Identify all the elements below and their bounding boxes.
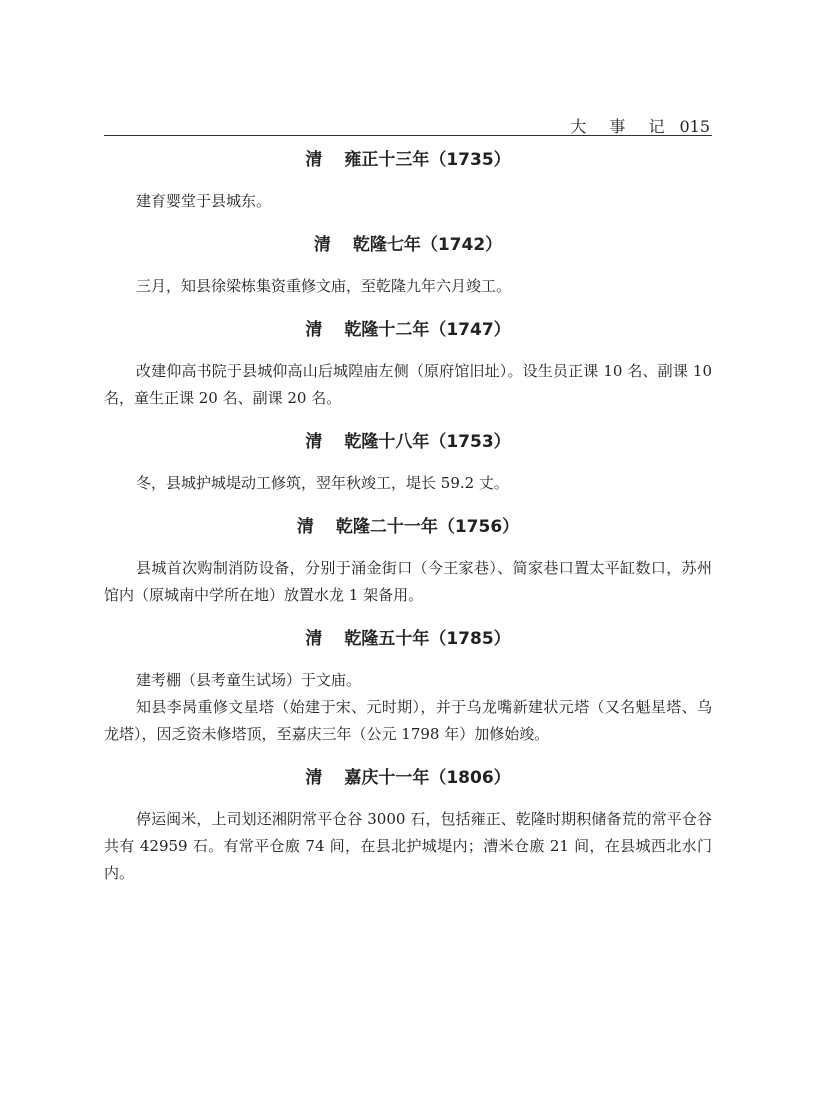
dynasty-label: 清: [305, 768, 323, 788]
reign-label: 雍正十三年（1735）: [344, 150, 511, 170]
entry-paragraph: 冬，县城护城堤动工修筑，翌年秋竣工，堤长 59.2 丈。: [136, 474, 509, 492]
reign-label: 乾隆十二年（1747）: [344, 320, 511, 340]
reign-label: 乾隆七年（1742）: [352, 235, 503, 255]
entry-heading: [104, 316, 712, 344]
reign-label: 嘉庆十一年（1806）: [344, 768, 511, 788]
entry-paragraph: 停运闽米，上司划还湘阴常平仓谷 3000 石，包括雍正、乾隆时期积储备荒的常平仓谷共有 42959 石。有常平仓廒 74 间，在县北护城堤内；漕米仓廒 21 间，在县城西北水门内。: [104, 810, 712, 882]
entry-paragraph: 县城首次购制消防设备，分别于涌金街口（今王家巷）、简家巷口置太平缸数口，苏州馆内（原城南中学所在地）放置水龙 1 架备用。: [104, 559, 712, 604]
entry-paragraph: 建育婴堂于县城东。: [136, 192, 272, 210]
section-title: 大 事 记: [570, 117, 674, 136]
header-rule: [104, 135, 712, 136]
page-number: 015: [679, 117, 710, 136]
dynasty-label: 清: [305, 432, 323, 452]
dynasty-label: 清: [305, 150, 323, 170]
entry-heading: [104, 513, 712, 541]
entry-heading: [104, 764, 712, 792]
entry-heading: [104, 625, 712, 653]
entry-paragraph: 三月，知县徐梁栋集资重修文庙，至乾隆九年六月竣工。: [136, 277, 512, 295]
reign-label: 乾隆十八年（1753）: [344, 432, 511, 452]
reign-label: 乾隆五十年（1785）: [344, 629, 511, 649]
entry-paragraph: 改建仰高书院于县城仰高山后城隍庙左侧（原府馆旧址）。设生员正课 10 名、副课 10 名，童生正课 20 名、副课 20 名。: [104, 362, 712, 407]
entry-paragraph: 知县李昺重修文星塔（始建于宋、元时期），并于乌龙嘴新建状元塔（又名魁星塔、乌龙塔），因乏资未修塔顶，至嘉庆三年（公元 1798 年）加修始竣。: [104, 698, 712, 743]
entry-heading: [104, 231, 712, 259]
dynasty-label: 清: [313, 235, 331, 255]
dynasty-label: 清: [305, 629, 323, 649]
dynasty-label: 清: [305, 320, 323, 340]
entry-heading: [104, 428, 712, 456]
entry-heading: [104, 146, 712, 174]
reign-label: 乾隆二十一年（1756）: [335, 517, 520, 537]
entry-paragraph: 建考棚（县考童生试场）于文庙。: [136, 671, 362, 689]
dynasty-label: 清: [296, 517, 314, 537]
running-head: [570, 114, 710, 137]
main-content: [104, 146, 712, 887]
